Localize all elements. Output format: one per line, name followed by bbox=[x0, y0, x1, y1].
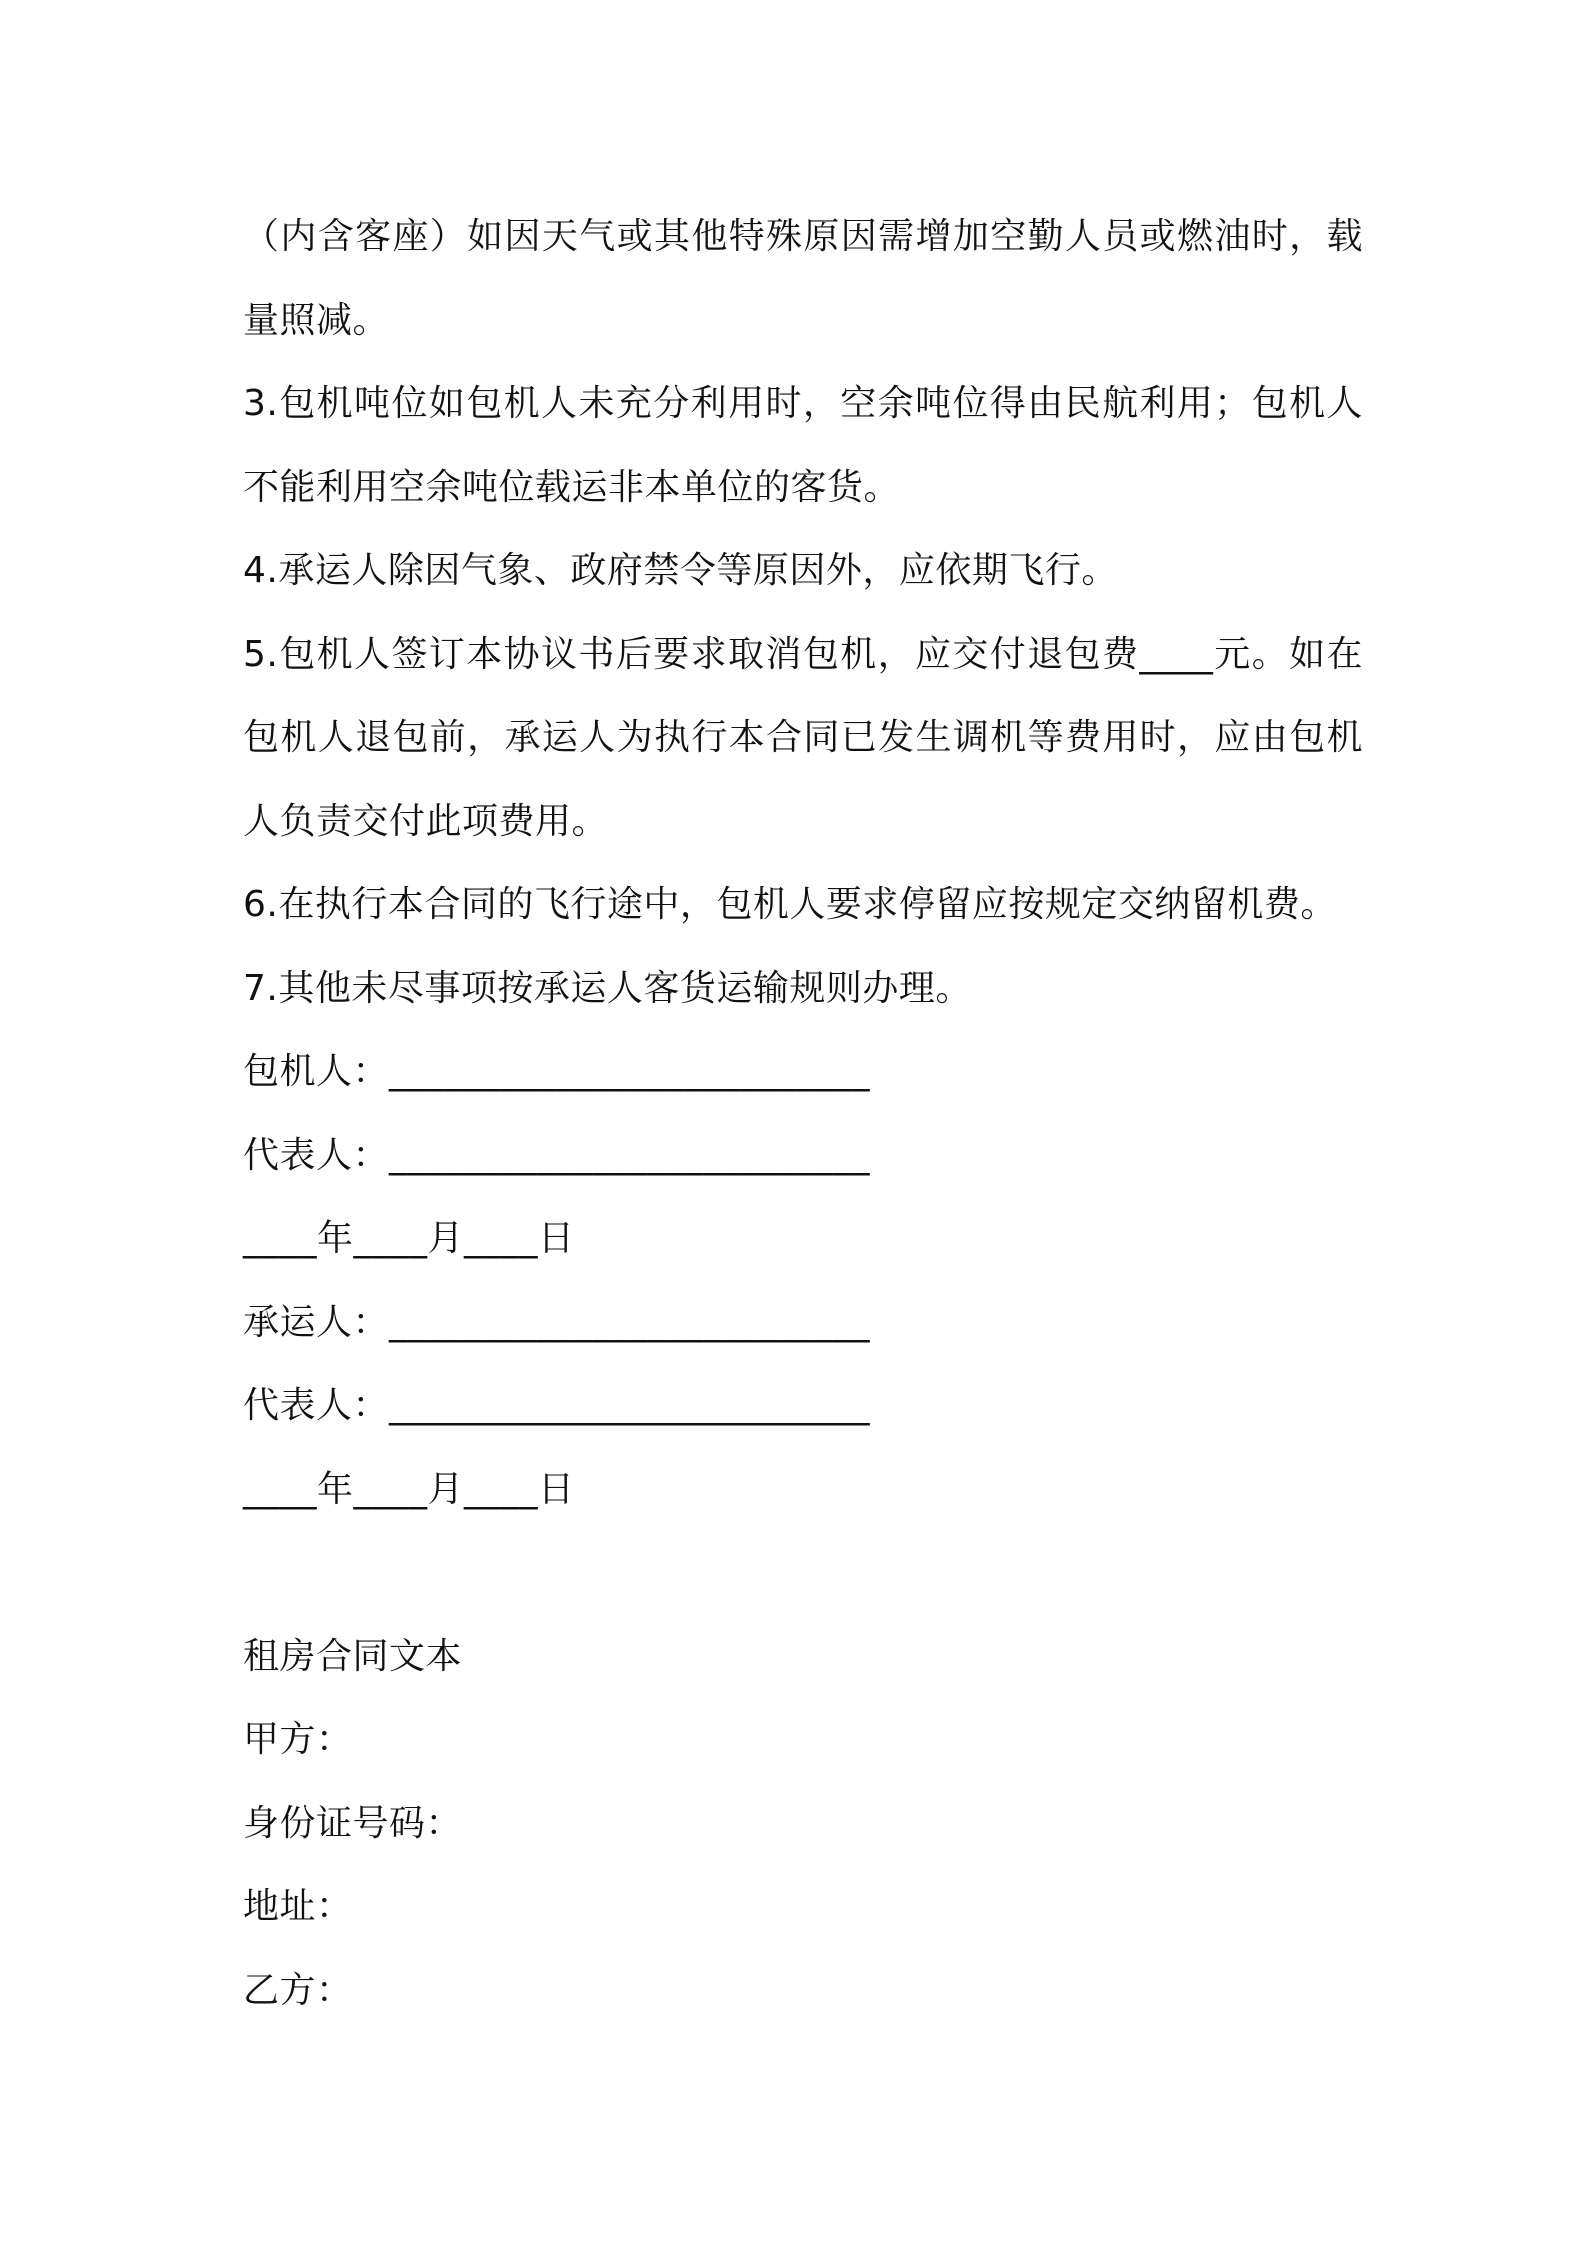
carrier-date-line bbox=[243, 1448, 1363, 1532]
clause-3-line-1: 3.包机吨位如包机人未充分利用时，空余吨位得由民航利用；包机人 bbox=[243, 383, 1363, 424]
clause-5-line-3: 人负责交付此项费用。 bbox=[243, 800, 609, 842]
clause-2-line-2: 量照减。 bbox=[243, 299, 390, 341]
clause-6-line-1: 6.在执行本合同的飞行途中，包机人要求停留应按规定交纳留机费。 bbox=[243, 884, 1337, 925]
carrier-signature: 承运人：__________________________ bbox=[243, 1301, 871, 1343]
clause-5-line-1: 5.包机人签订本协议书后要求取消包机，应交付退包费____元。如在 bbox=[243, 633, 1363, 675]
address-field: 地址： bbox=[243, 1886, 353, 1927]
clause-3-line-2: 不能利用空余吨位载运非本单位的客货。 bbox=[243, 466, 901, 508]
charterer-signature-line bbox=[243, 1030, 1363, 1114]
carrier-representative-line bbox=[243, 1364, 1363, 1448]
document-body bbox=[243, 195, 1363, 2032]
id-number-field: 身份证号码： bbox=[243, 1802, 463, 1844]
charterer-date-line bbox=[243, 1197, 1363, 1281]
rental-contract-title: 租房合同文本 bbox=[243, 1635, 463, 1677]
party-a-field: 甲方： bbox=[243, 1719, 353, 1760]
section-spacer bbox=[243, 1531, 1363, 1615]
carrier-representative-signature: 代表人：__________________________ bbox=[243, 1385, 871, 1426]
clause-7-line-1: 7.其他未尽事项按承运人客货运输规则办理。 bbox=[243, 967, 972, 1009]
clause-2-line-1: （内含客座）如因天气或其他特殊原因需增加空勤人员或燃油时，载 bbox=[243, 216, 1363, 257]
carrier-date: ____年____月____日 bbox=[243, 1468, 575, 1510]
charterer-representative-line bbox=[243, 1114, 1363, 1198]
charterer-signature: 包机人：__________________________ bbox=[243, 1051, 871, 1092]
party-b-field: 乙方： bbox=[243, 1969, 353, 2011]
carrier-signature-line bbox=[243, 1281, 1363, 1365]
clause-4-line-1: 4.承运人除因气象、政府禁令等原因外，应依期飞行。 bbox=[243, 550, 1118, 591]
charterer-date: ____年____月____日 bbox=[243, 1218, 575, 1259]
clause-5-line-2: 包机人退包前，承运人为执行本合同已发生调机等费用时，应由包机 bbox=[243, 717, 1363, 758]
charterer-representative-signature: 代表人：__________________________ bbox=[243, 1134, 871, 1176]
